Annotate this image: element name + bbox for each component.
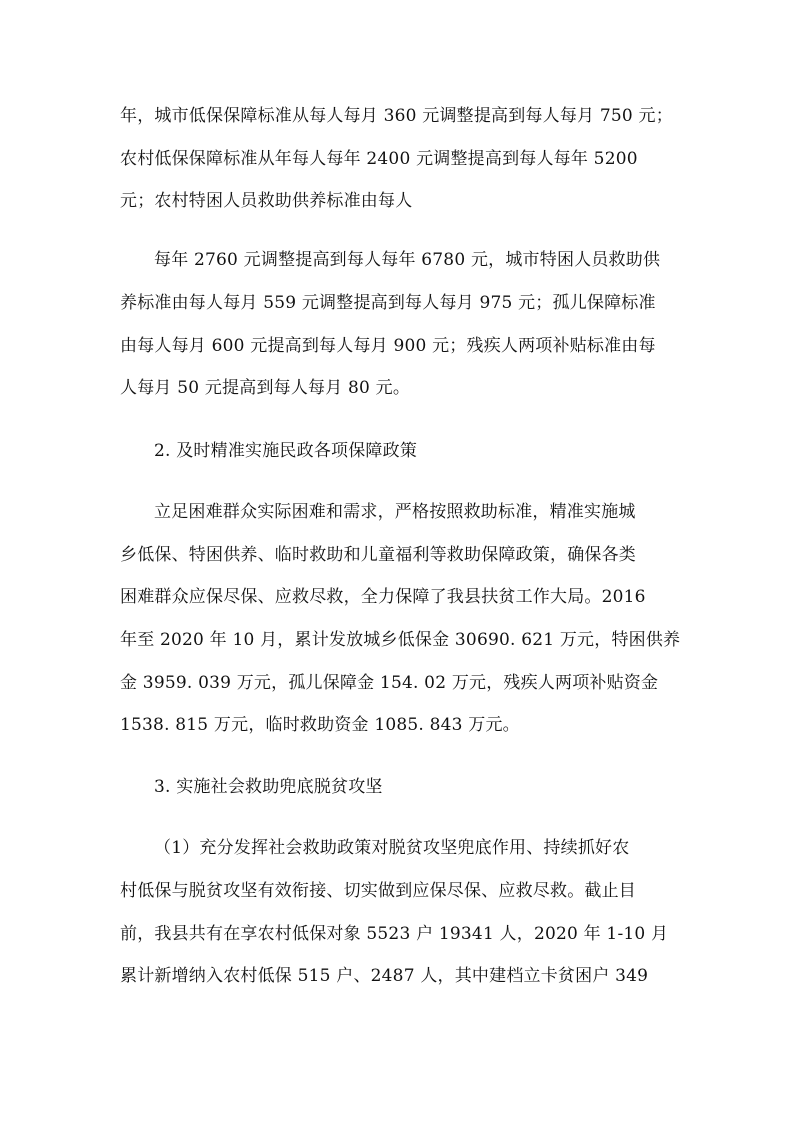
text-line: 农村低保保障标准从年每人每年 2400 元调整提高到每人每年 5200: [120, 149, 638, 169]
text-line: 1538. 815 万元，临时救助资金 1085. 843 万元。: [120, 715, 520, 735]
text-line: 累计新增纳入农村低保 515 户、2487 人，其中建档立卡贫困户 349: [120, 966, 649, 986]
text-line: 乡低保、特困供养、临时救助和儿童福利等救助保障政策，确保各类: [120, 545, 636, 565]
text-line: 前，我县共有在享农村低保对象 5523 户 19341 人，2020 年 1-10 月: [120, 924, 669, 944]
text-line: 年至 2020 年 10 月，累计发放城乡低保金 30690. 621 万元，特困供养: [120, 630, 681, 650]
text-line: 人每月 50 元提高到每人每月 80 元。: [120, 378, 411, 398]
section-heading: 2. 及时精准实施民政各项保障政策: [154, 441, 418, 461]
text-line: （1）充分发挥社会救助政策对脱贫攻坚兜底作用、持续抓好农: [154, 838, 630, 858]
text-line: 每年 2760 元调整提高到每人每年 6780 元，城市特困人员救助供: [154, 250, 661, 270]
section-heading: 3. 实施社会救助兜底脱贫攻坚: [154, 777, 383, 797]
text-line: 养标准由每人每月 559 元调整提高到每人每月 975 元；孤儿保障标准: [120, 293, 656, 313]
text-line: 元；农村特困人员救助供养标准由每人: [120, 191, 413, 211]
text-line: 由每人每月 600 元提高到每人每月 900 元；残疾人两项补贴标准由每: [120, 336, 656, 356]
text-line: 金 3959. 039 万元，孤儿保障金 154. 02 万元，残疾人两项补贴资金: [120, 673, 659, 693]
text-line: 立足困难群众实际困难和需求，严格按照救助标准，精准实施城: [154, 502, 636, 522]
text-line: 年，城市低保保障标准从每人每月 360 元调整提高到每人每月 750 元；: [120, 106, 673, 126]
text-line: 困难群众应保尽保、应救尽救，全力保障了我县扶贫工作大局。2016: [120, 587, 646, 607]
text-line: 村低保与脱贫攻坚有效衔接、切实做到应保尽保、应救尽救。截止目: [120, 881, 636, 901]
